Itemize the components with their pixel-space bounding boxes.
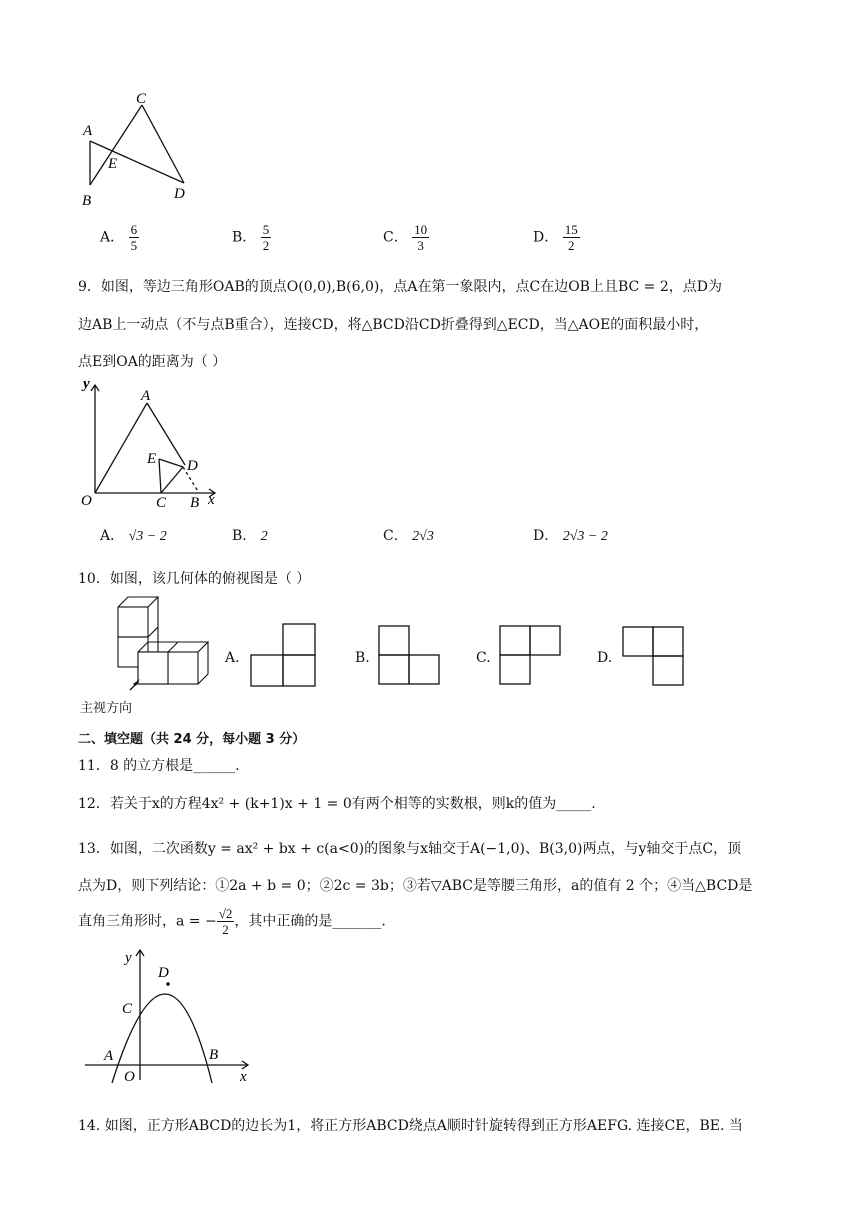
label-O: O xyxy=(81,493,92,509)
q8-option-d: D． $\frac{15}{2}$ xyxy=(533,222,578,253)
label-x: x xyxy=(240,1069,247,1085)
q12: 12．若关于x的方程4x² + (k+1)x + 1 = 0有两个相等的实数根，则k的值为_____. xyxy=(78,796,596,812)
q8-option-a: A． $\frac{6}{5}$ xyxy=(100,222,138,253)
q9-figure xyxy=(75,375,235,510)
q10-option-b-figure xyxy=(378,625,442,687)
label-C: C xyxy=(136,91,147,107)
q8-option-c: C． $\frac{10}{3}$ xyxy=(383,222,428,253)
q13-parabola-figure xyxy=(80,945,260,1085)
q8-option-b: B． $\frac{5}{2}$ xyxy=(232,222,270,253)
q10-stem: 10．如图，该几何体的俯视图是（ ） xyxy=(78,571,311,587)
q13-line2: 点为D，则下列结论：①2a + b = 0；②2c = 3b；③若▽ABC是等腰三角形，a的值有 2 个；④当△BCD是 xyxy=(78,878,753,894)
q9-option-b: B． 2 xyxy=(232,528,268,544)
label-y: y xyxy=(83,376,90,392)
q10-option-b: B. xyxy=(355,650,370,666)
q9-option-a: A． √3 − 2 xyxy=(100,528,167,544)
q10-solid-figure xyxy=(80,592,220,692)
label-B: B xyxy=(209,1047,219,1063)
label-D: D xyxy=(174,186,185,202)
section-2-heading: 二、填空题（共 24 分，每小题 3 分） xyxy=(78,732,306,747)
label-A: A xyxy=(83,123,93,139)
label-D: D xyxy=(187,458,198,474)
q9-line3: 点E到OA的距离为（ ） xyxy=(78,354,227,370)
label-D: D xyxy=(158,965,169,981)
q10-option-a-figure xyxy=(250,622,318,688)
q10-option-d: D. xyxy=(597,650,613,666)
label-E: E xyxy=(147,451,157,467)
label-A: A xyxy=(141,388,151,404)
q9-line1: 9．如图，等边三角形OAB的顶点O(0,0),B(6,0)，点A在第一象限内，点C在边OB上且BC = 2，点D为 xyxy=(78,279,722,295)
label-A: A xyxy=(104,1048,114,1064)
label-C: C xyxy=(122,1001,133,1017)
label-x: x xyxy=(208,492,215,508)
label-C: C xyxy=(156,495,167,510)
label-O: O xyxy=(124,1069,135,1085)
label-y: y xyxy=(125,950,132,966)
q13-line1: 13．如图，二次函数y = ax² + bx + c(a<0)的图象与x轴交于A(−1,0)、B(3,0)两点，与y轴交于点C，顶 xyxy=(78,841,742,857)
label-B: B xyxy=(190,495,200,510)
q10-option-d-figure xyxy=(622,626,686,688)
q9-option-c: C． 2√3 xyxy=(383,528,434,544)
view-direction-label: 主视方向 xyxy=(80,701,133,716)
q10-option-a: A. xyxy=(225,650,240,666)
q9-line2: 边AB上一动点（不与点B重合），连接CD，将△BCD沿CD折叠得到△ECD，当△AOE的面积最小时， xyxy=(78,317,709,333)
q10-option-c: C. xyxy=(476,650,491,666)
q9-option-d: D． 2√3 − 2 xyxy=(533,528,608,544)
q13-line3: 直角三角形时，a = − $\frac{√2}{2}$ ，其中正确的是_______. xyxy=(78,906,386,937)
q8-figure xyxy=(70,85,210,210)
label-E: E xyxy=(108,156,118,172)
q11: 11．8 的立方根是______. xyxy=(78,758,240,774)
q10-option-c-figure xyxy=(499,625,563,687)
label-B: B xyxy=(82,193,92,209)
q14: 14. 如图，正方形ABCD的边长为1，将正方形ABCD绕点A顺时针旋转得到正方形AEFG. 连接CE，BE. 当 xyxy=(78,1118,743,1134)
